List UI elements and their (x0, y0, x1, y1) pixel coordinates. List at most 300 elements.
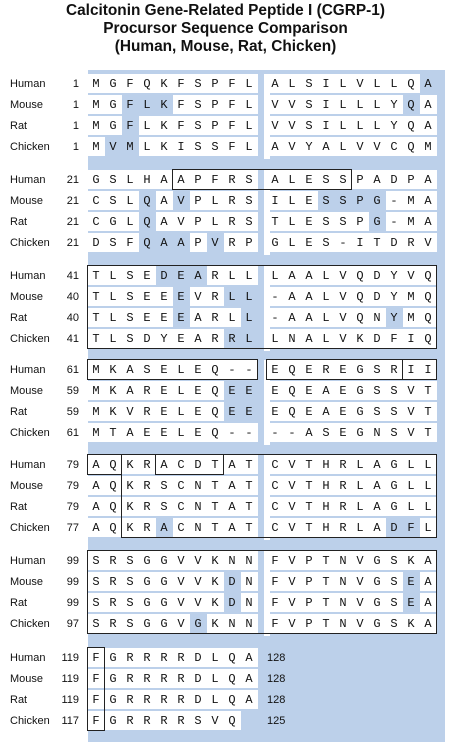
residue: D (390, 236, 398, 250)
residue: - (288, 426, 296, 440)
residue: S (390, 617, 398, 631)
residue: N (194, 479, 202, 493)
residue: G (373, 194, 381, 208)
residue: S (322, 236, 330, 250)
residue: C (92, 215, 100, 229)
title-line-3: (Human, Mouse, Rat, Chicken) (114, 38, 337, 55)
start-position: 21 (66, 195, 79, 207)
residue: E (339, 426, 347, 440)
residue: L (211, 672, 219, 686)
residue: R (228, 236, 236, 250)
residue: M (92, 119, 100, 133)
residue: L (424, 500, 432, 514)
residue: K (160, 77, 168, 91)
residue: E (245, 384, 253, 398)
residue: F (92, 672, 100, 686)
residue: R (177, 714, 185, 728)
residue: L (288, 194, 296, 208)
residue: L (390, 77, 398, 91)
residue: S (339, 173, 347, 187)
residue: G (160, 596, 168, 610)
residue: A (373, 173, 381, 187)
residue: L (288, 173, 296, 187)
end-position: 128 (267, 694, 286, 706)
residue: R (228, 215, 236, 229)
residue: S (305, 77, 313, 91)
residue: L (143, 98, 151, 112)
residue: Q (407, 119, 415, 133)
residue: R (143, 384, 151, 398)
residue: M (92, 140, 100, 154)
residue: A (305, 332, 313, 346)
residue: R (160, 651, 168, 665)
residue: V (373, 140, 381, 154)
residue: A (322, 384, 330, 398)
residue: S (92, 617, 100, 631)
residue: E (339, 405, 347, 419)
residue: A (424, 617, 432, 631)
species-label: Rat (10, 597, 28, 609)
residue: V (126, 405, 134, 419)
residue: L (322, 290, 330, 304)
residue: T (211, 500, 219, 514)
residue: A (424, 596, 432, 610)
residue: E (339, 363, 347, 377)
residue: N (194, 500, 202, 514)
residue: G (160, 617, 168, 631)
residue: D (390, 521, 398, 535)
residue: V (339, 332, 347, 346)
residue: R (126, 672, 134, 686)
residue: E (160, 311, 168, 325)
residue: I (356, 236, 364, 250)
residue: F (126, 98, 134, 112)
residue: D (194, 651, 202, 665)
start-position: 1 (72, 78, 79, 90)
residue: V (356, 596, 364, 610)
residue: M (126, 140, 134, 154)
start-position: 79 (66, 501, 79, 513)
residue: E (143, 290, 151, 304)
residue: P (305, 617, 313, 631)
residue: - (271, 311, 279, 325)
residue: L (356, 479, 364, 493)
residue: L (356, 119, 364, 133)
residue: A (126, 384, 134, 398)
residue: K (109, 384, 117, 398)
residue: Q (109, 458, 117, 472)
residue: - (390, 194, 398, 208)
residue: M (407, 290, 415, 304)
species-label: Chicken (10, 618, 50, 630)
residue: M (407, 215, 415, 229)
residue: E (271, 384, 279, 398)
residue: A (160, 458, 168, 472)
residue: T (322, 575, 330, 589)
residue: G (109, 119, 117, 133)
residue: G (373, 596, 381, 610)
residue: R (126, 693, 134, 707)
residue: A (245, 693, 253, 707)
species-label: Mouse (10, 99, 44, 111)
residue: E (160, 290, 168, 304)
residue: T (424, 405, 432, 419)
residue: Q (143, 194, 151, 208)
residue: S (92, 596, 100, 610)
residue: S (322, 194, 330, 208)
residue: H (143, 173, 151, 187)
residue: V (288, 596, 296, 610)
species-label: Human (10, 555, 46, 567)
residue: D (373, 332, 381, 346)
residue: R (339, 458, 347, 472)
residue: R (211, 332, 219, 346)
residue: N (245, 617, 253, 631)
residue: Y (305, 140, 313, 154)
species-label: Mouse (10, 576, 44, 588)
residue: C (271, 458, 279, 472)
residue: R (109, 575, 117, 589)
residue: Q (424, 311, 432, 325)
residue: L (109, 290, 117, 304)
residue: Y (390, 269, 398, 283)
residue: L (339, 98, 347, 112)
start-position: 61 (66, 364, 79, 376)
residue: L (177, 426, 185, 440)
residue: V (288, 500, 296, 514)
species-label: Human (10, 364, 46, 376)
species-label: Human (10, 174, 46, 186)
residue: Q (228, 672, 236, 686)
residue: T (373, 236, 381, 250)
residue: Q (211, 426, 219, 440)
residue: N (339, 596, 347, 610)
title-line-1: Calcitonin Gene-Related Peptide I (CGRP-1) (66, 2, 385, 19)
residue: L (245, 98, 253, 112)
residue: T (305, 458, 313, 472)
residue: K (126, 458, 134, 472)
residue: L (211, 651, 219, 665)
species-label: Human (10, 78, 46, 90)
residue: F (92, 714, 100, 728)
residue: I (407, 332, 415, 346)
residue: G (356, 363, 364, 377)
residue: R (109, 554, 117, 568)
residue: R (322, 363, 330, 377)
residue: G (92, 173, 100, 187)
residue: S (305, 119, 313, 133)
residue: Q (109, 521, 117, 535)
residue: A (160, 521, 168, 535)
residue: V (288, 479, 296, 493)
residue: C (271, 521, 279, 535)
residue: V (194, 554, 202, 568)
residue: T (211, 521, 219, 535)
residue: G (143, 596, 151, 610)
residue: Y (390, 311, 398, 325)
residue: T (305, 521, 313, 535)
residue: V (177, 617, 185, 631)
residue: D (194, 693, 202, 707)
residue: R (211, 269, 219, 283)
residue: P (407, 173, 415, 187)
species-label: Human (10, 652, 46, 664)
residue: F (211, 173, 219, 187)
residue: P (211, 119, 219, 133)
residue: Q (424, 269, 432, 283)
residue: R (339, 479, 347, 493)
residue: C (92, 194, 100, 208)
residue: K (109, 363, 117, 377)
residue: K (126, 500, 134, 514)
residue: K (126, 479, 134, 493)
residue: A (194, 332, 202, 346)
start-position: 59 (66, 406, 79, 418)
residue: R (160, 693, 168, 707)
residue: N (228, 617, 236, 631)
residue: R (143, 458, 151, 472)
residue: A (228, 458, 236, 472)
residue: A (305, 426, 313, 440)
residue: P (305, 596, 313, 610)
residue: L (245, 269, 253, 283)
start-position: 119 (61, 694, 79, 706)
residue: K (160, 140, 168, 154)
residue: N (339, 617, 347, 631)
residue: L (356, 521, 364, 535)
residue: S (339, 194, 347, 208)
residue: C (177, 479, 185, 493)
residue: A (126, 426, 134, 440)
residue: T (322, 596, 330, 610)
residue: R (143, 693, 151, 707)
residue: N (373, 311, 381, 325)
residue: H (322, 458, 330, 472)
residue: T (271, 215, 279, 229)
residue: K (109, 405, 117, 419)
end-position: 128 (267, 652, 286, 664)
residue: F (228, 140, 236, 154)
residue: R (228, 173, 236, 187)
species-label: Rat (10, 216, 28, 228)
species-label: Human (10, 459, 46, 471)
residue: V (194, 596, 202, 610)
residue: L (177, 384, 185, 398)
residue: S (143, 363, 151, 377)
residue: S (373, 384, 381, 398)
residue: L (126, 194, 134, 208)
residue: S (390, 384, 398, 398)
residue: G (109, 651, 117, 665)
species-label: Mouse (10, 195, 44, 207)
residue: F (177, 77, 185, 91)
residue: S (126, 290, 134, 304)
residue: R (126, 651, 134, 665)
residue: Q (424, 290, 432, 304)
residue: P (356, 194, 364, 208)
residue: S (322, 426, 330, 440)
residue: R (160, 672, 168, 686)
residue: V (356, 77, 364, 91)
residue: V (288, 458, 296, 472)
residue: S (322, 215, 330, 229)
residue: Q (288, 363, 296, 377)
residue: S (390, 405, 398, 419)
residue: A (126, 363, 134, 377)
residue: T (245, 458, 253, 472)
residue: L (322, 269, 330, 283)
start-position: 41 (66, 270, 79, 282)
residue: A (271, 77, 279, 91)
residue: A (288, 269, 296, 283)
residue: L (271, 332, 279, 346)
residue: G (109, 215, 117, 229)
residue: N (245, 596, 253, 610)
residue: M (424, 140, 432, 154)
residue: H (322, 521, 330, 535)
residue: D (390, 173, 398, 187)
residue: S (373, 363, 381, 377)
residue: A (177, 173, 185, 187)
residue: A (228, 521, 236, 535)
species-label: Chicken (10, 427, 50, 439)
residue: F (177, 98, 185, 112)
residue: F (126, 77, 134, 91)
species-label: Chicken (10, 237, 50, 249)
residue: L (245, 140, 253, 154)
residue: E (305, 236, 313, 250)
residue: A (92, 500, 100, 514)
residue: A (194, 311, 202, 325)
residue: K (407, 554, 415, 568)
residue: N (339, 554, 347, 568)
residue: A (271, 140, 279, 154)
residue: E (160, 426, 168, 440)
residue: E (339, 384, 347, 398)
residue: H (322, 479, 330, 493)
residue: R (143, 405, 151, 419)
residue: I (322, 119, 330, 133)
residue: I (407, 363, 415, 377)
residue: V (356, 575, 364, 589)
residue: K (126, 521, 134, 535)
residue: Q (356, 290, 364, 304)
residue: D (194, 458, 202, 472)
residue: A (177, 236, 185, 250)
residue: N (288, 332, 296, 346)
residue: L (407, 500, 415, 514)
residue: L (407, 479, 415, 493)
residue: V (288, 140, 296, 154)
residue: G (390, 458, 398, 472)
residue: R (109, 596, 117, 610)
residue: L (245, 290, 253, 304)
residue: E (228, 405, 236, 419)
residue: E (271, 405, 279, 419)
residue: E (177, 269, 185, 283)
start-position: 40 (66, 291, 79, 303)
residue: E (305, 363, 313, 377)
residue: R (143, 714, 151, 728)
residue: E (160, 405, 168, 419)
residue: T (424, 384, 432, 398)
residue: A (373, 479, 381, 493)
residue: I (322, 77, 330, 91)
residue: V (356, 617, 364, 631)
start-position: 99 (66, 576, 79, 588)
residue: D (373, 269, 381, 283)
residue: S (305, 98, 313, 112)
residue: T (424, 426, 432, 440)
residue: S (126, 311, 134, 325)
residue: T (322, 554, 330, 568)
residue: G (356, 405, 364, 419)
residue: F (126, 119, 134, 133)
start-position: 21 (66, 237, 79, 249)
residue: E (271, 363, 279, 377)
residue: P (211, 98, 219, 112)
residue: R (126, 714, 134, 728)
residue: E (305, 194, 313, 208)
residue: M (92, 426, 100, 440)
residue: L (407, 458, 415, 472)
residue: L (424, 458, 432, 472)
residue: L (228, 290, 236, 304)
residue: A (92, 479, 100, 493)
residue: T (305, 500, 313, 514)
residue: T (322, 617, 330, 631)
residue: A (160, 173, 168, 187)
residue: A (305, 290, 313, 304)
residue: A (288, 311, 296, 325)
residue: L (109, 269, 117, 283)
residue: E (305, 405, 313, 419)
residue: P (194, 215, 202, 229)
residue: Q (228, 693, 236, 707)
residue: L (373, 77, 381, 91)
residue: A (160, 215, 168, 229)
residue: E (245, 405, 253, 419)
residue: L (143, 140, 151, 154)
species-label: Rat (10, 406, 28, 418)
residue: L (339, 77, 347, 91)
species-label: Chicken (10, 333, 50, 345)
residue: N (194, 521, 202, 535)
residue: T (92, 290, 100, 304)
residue: R (228, 332, 236, 346)
residue: D (228, 575, 236, 589)
residue: A (322, 405, 330, 419)
residue: N (245, 575, 253, 589)
residue: S (194, 714, 202, 728)
start-position: 79 (66, 480, 79, 492)
residue: E (305, 384, 313, 398)
residue: L (211, 215, 219, 229)
residue: A (160, 194, 168, 208)
residue: G (373, 554, 381, 568)
residue: S (126, 269, 134, 283)
residue: A (160, 236, 168, 250)
residue: G (373, 215, 381, 229)
species-label: Chicken (10, 715, 50, 727)
residue: F (92, 651, 100, 665)
residue: V (211, 236, 219, 250)
residue: C (390, 140, 398, 154)
residue: E (194, 426, 202, 440)
residue: K (160, 119, 168, 133)
residue: Q (228, 714, 236, 728)
residue: L (228, 311, 236, 325)
